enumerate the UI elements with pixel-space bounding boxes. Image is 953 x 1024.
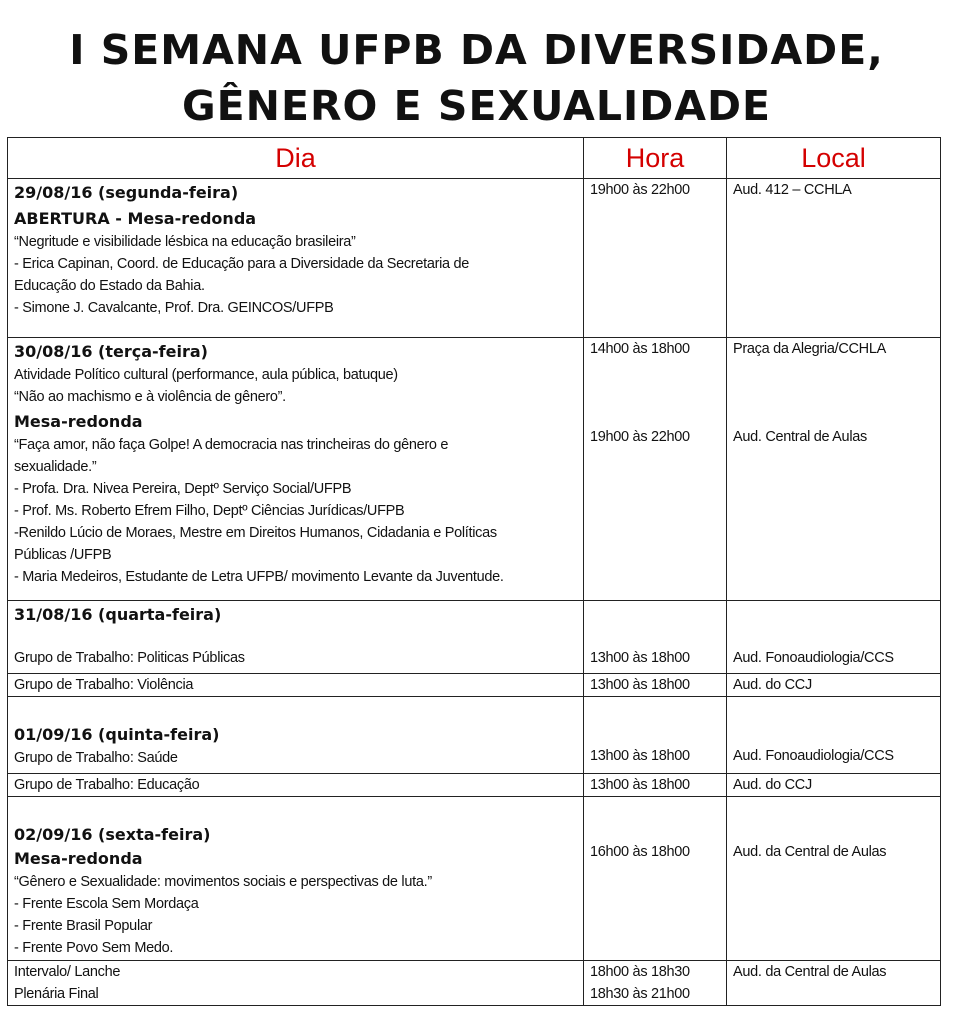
local: Aud. da Central de Aulas xyxy=(733,964,887,980)
local: Aud. da Central de Aulas xyxy=(733,844,887,860)
table-row xyxy=(8,774,941,797)
table-row xyxy=(8,601,941,674)
local: Aud. Fonoaudiologia/CCS xyxy=(733,748,894,764)
line: Plenária Final xyxy=(14,986,99,1002)
line: - Maria Medeiros, Estudante de Letra UFPB/ movimento Levante da Juventude. xyxy=(14,569,504,585)
line: “Faça amor, não faça Golpe! A democracia nas trincheiras do gênero e xyxy=(14,437,449,453)
day-date: 02/09/16 (sexta-feira) xyxy=(14,825,211,844)
table-row xyxy=(8,961,941,1006)
hora: 19h00 às 22h00 xyxy=(590,429,690,445)
header-dia: Dia xyxy=(8,138,584,179)
activity: Grupo de Trabalho: Educação xyxy=(14,777,200,793)
activity: Grupo de Trabalho: Politicas Públicas xyxy=(14,650,245,666)
line: - Erica Capinan, Coord. de Educação para a Diversidade da Secretaria de xyxy=(14,256,470,272)
hora: 18h30 às 21h00 xyxy=(590,986,690,1002)
hora: 13h00 às 18h00 xyxy=(590,777,690,793)
local: Aud. Fonoaudiologia/CCS xyxy=(733,650,894,666)
hora: 13h00 às 18h00 xyxy=(590,677,690,693)
day-date: 29/08/16 (segunda-feira) xyxy=(14,183,239,202)
day-date: 01/09/16 (quinta-feira) xyxy=(14,725,220,744)
line: Intervalo/ Lanche xyxy=(14,964,121,980)
line: - Frente Povo Sem Medo. xyxy=(14,940,174,956)
line: Educação do Estado da Bahia. xyxy=(14,278,205,294)
line: Atividade Político cultural (performance, aula pública, batuque) xyxy=(14,367,398,383)
header-hora: Hora xyxy=(584,138,727,179)
line: - Profa. Dra. Nivea Pereira, Deptº Serviço Social/UFPB xyxy=(14,481,352,497)
activity: Grupo de Trabalho: Violência xyxy=(14,677,194,693)
line: -Renildo Lúcio de Moraes, Mestre em Direitos Humanos, Cidadania e Políticas xyxy=(14,525,497,541)
header-row xyxy=(8,138,941,179)
hora: 19h00 às 22h00 xyxy=(590,182,690,198)
hora: 13h00 às 18h00 xyxy=(590,748,690,764)
session-heading: ABERTURA - Mesa-redonda xyxy=(14,209,257,228)
session-heading: Mesa-redonda xyxy=(14,412,143,431)
schedule-table xyxy=(7,137,941,1006)
table-row xyxy=(8,179,941,338)
line: Públicas /UFPB xyxy=(14,547,112,563)
page-title-line-2: GÊNERO E SEXUALIDADE xyxy=(181,82,772,130)
page-title-line-1: I SEMANA UFPB DA DIVERSIDADE, xyxy=(69,26,884,74)
local: Aud. do CCJ xyxy=(733,677,812,693)
hora: 14h00 às 18h00 xyxy=(590,341,690,357)
table-row xyxy=(8,338,941,601)
line: - Simone J. Cavalcante, Prof. Dra. GEINCOS/UFPB xyxy=(14,300,334,316)
day-date: 30/08/16 (terça-feira) xyxy=(14,342,208,361)
line: - Prof. Ms. Roberto Efrem Filho, Deptº Ciências Jurídicas/UFPB xyxy=(14,503,405,519)
hora: 16h00 às 18h00 xyxy=(590,844,690,860)
local: Aud. do CCJ xyxy=(733,777,812,793)
table-row xyxy=(8,797,941,961)
line: “Gênero e Sexualidade: movimentos sociais e perspectivas de luta.” xyxy=(14,874,432,890)
local: Aud. 412 – CCHLA xyxy=(733,182,852,198)
line: - Frente Brasil Popular xyxy=(14,918,153,934)
local: Praça da Alegria/CCHLA xyxy=(733,341,886,357)
hora: 18h00 às 18h30 xyxy=(590,964,690,980)
line: - Frente Escola Sem Mordaça xyxy=(14,896,199,912)
local: Aud. Central de Aulas xyxy=(733,429,867,445)
hora: 13h00 às 18h00 xyxy=(590,650,690,666)
header-local: Local xyxy=(727,138,941,179)
activity: Grupo de Trabalho: Saúde xyxy=(14,750,178,766)
line: “Não ao machismo e à violência de gênero”. xyxy=(14,389,286,405)
table-row xyxy=(8,697,941,774)
line: “Negritude e visibilidade lésbica na educação brasileira” xyxy=(14,234,356,250)
day-date: 31/08/16 (quarta-feira) xyxy=(14,605,222,624)
table-row xyxy=(8,674,941,697)
session-heading: Mesa-redonda xyxy=(14,849,143,868)
line: sexualidade.” xyxy=(14,459,97,475)
